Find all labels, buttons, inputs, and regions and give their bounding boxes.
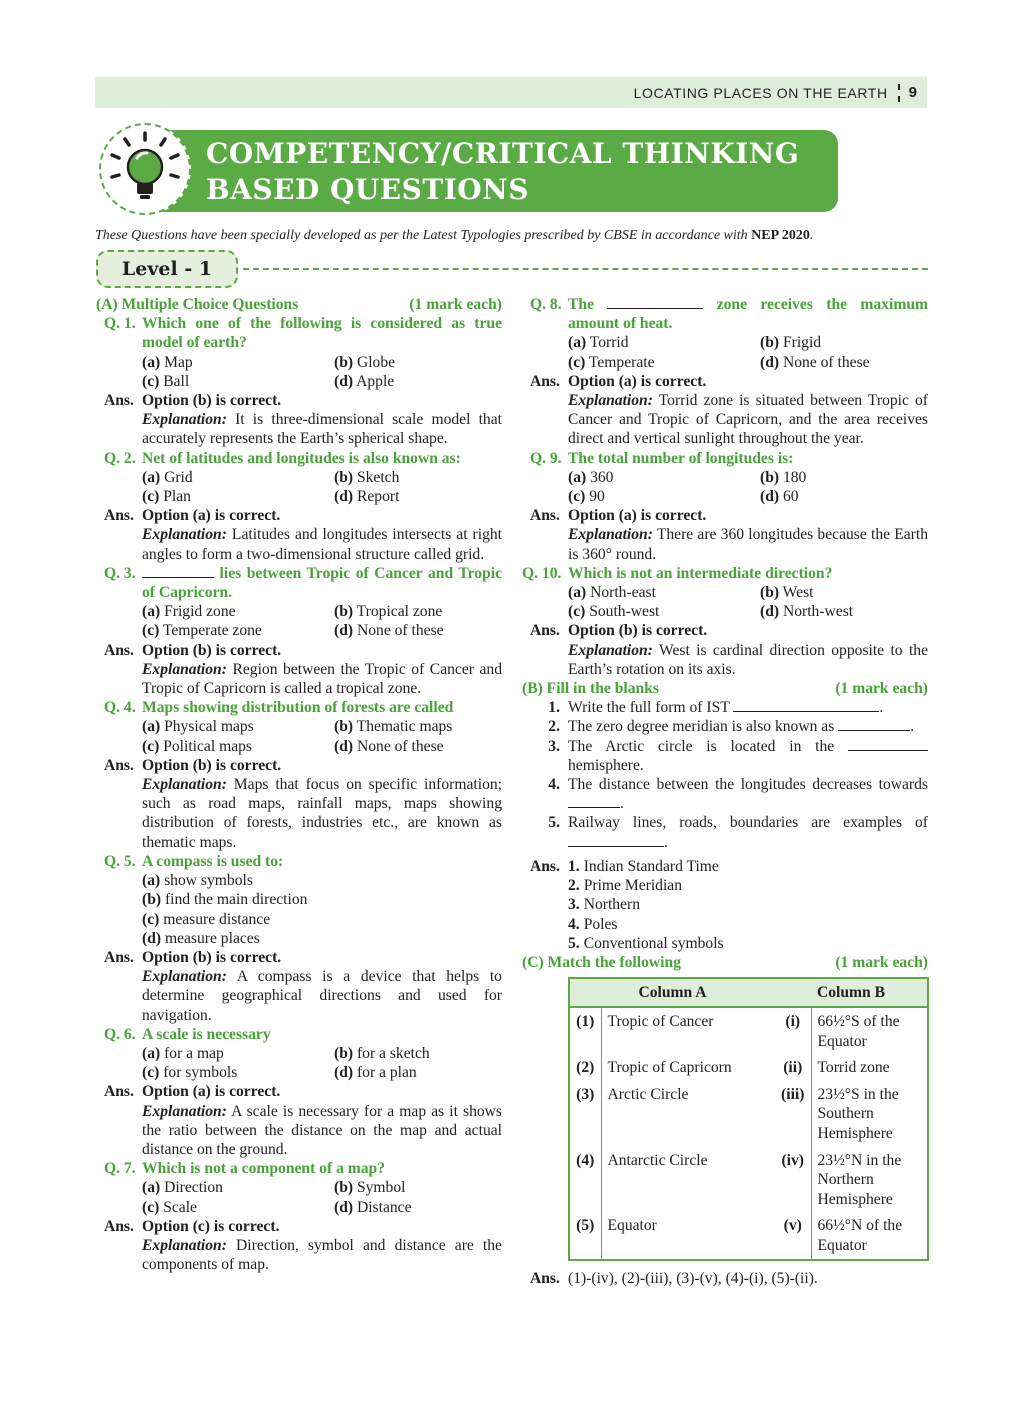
question-number: Q. 1. [104, 315, 136, 333]
question-block [96, 698, 502, 852]
option: (d) None of these [760, 353, 870, 371]
question-text: zone receives the maximum amount of heat. [568, 296, 928, 333]
table-row: (4) Antarctic Circle (iv) 23½°N in the Northern Hemisphere [569, 1147, 928, 1213]
explanation-label: Explanation: [142, 526, 227, 544]
option: (c) 90 [568, 488, 605, 506]
lightbulb-icon [99, 123, 191, 215]
section-heading-fill-blanks [522, 679, 928, 698]
question-text: Which one of the following is considered as true model of earth? [142, 315, 502, 352]
level-divider [243, 268, 928, 270]
option: (c) Political maps [142, 737, 252, 755]
fill-blank-answer: 5. Conventional symbols [568, 934, 724, 952]
section-heading-match [522, 953, 928, 972]
answer-text: Option (b) is correct. [142, 641, 282, 659]
blank-line [142, 564, 214, 578]
section-marks: (1 mark each) [835, 680, 928, 698]
options [96, 871, 502, 948]
page-number: 9 [908, 84, 917, 101]
options [522, 583, 928, 621]
intro-end: . [809, 228, 814, 243]
explanation-label: Explanation: [568, 392, 653, 410]
blank-line [838, 717, 910, 731]
blank-line [568, 833, 664, 847]
question-text: Net of latitudes and longitudes is also known as: [142, 449, 461, 467]
explanation-text: Region between the Tropic of Cancer and Tropic of Capricorn is called a tropical zone. [142, 660, 502, 698]
right-column [522, 295, 928, 1288]
option: (a) Map [142, 353, 193, 371]
option: (c) Plan [142, 488, 191, 506]
option: (d) measure places [142, 929, 260, 947]
question-number: Q. 4. [104, 699, 136, 717]
answer-label: Ans. [104, 507, 134, 525]
option: (d) Apple [334, 372, 395, 390]
option: (b) Sketch [334, 468, 400, 486]
option: (b) Frigid [760, 334, 822, 352]
question-text: Maps showing distribution of forests are called [142, 699, 454, 717]
section-title: (A) Multiple Choice Questions [96, 296, 299, 313]
option: (a) Frigid zone [142, 603, 236, 621]
option: (a) Torrid [568, 334, 629, 352]
question-block [96, 1025, 502, 1159]
options [522, 468, 928, 506]
question-number: Q. 5. [104, 852, 136, 870]
options [96, 717, 502, 755]
fill-blank-answer: 3. Northern [568, 896, 640, 914]
fill-blank-item: 2. The zero degree meridian is also known as . [548, 718, 915, 736]
answer-text: Option (c) is correct. [142, 1217, 280, 1235]
intro-note [95, 228, 935, 244]
question-text-prefix: The [568, 296, 594, 313]
option: (a) Direction [142, 1179, 223, 1197]
options [96, 1044, 502, 1082]
left-column [96, 295, 502, 1274]
explanation-label: Explanation: [142, 1236, 227, 1254]
option: (b) Tropical zone [334, 603, 443, 621]
answer-text: Option (a) is correct. [568, 507, 707, 525]
answer-text: Option (a) is correct. [142, 507, 281, 525]
blank-line [607, 295, 703, 309]
option: (c) Temperate [568, 353, 655, 371]
question-number: Q. 10. [522, 564, 562, 582]
answer-label: Ans. [530, 1269, 560, 1287]
explanation-label: Explanation: [142, 968, 227, 986]
section-title: (C) Match the following [522, 953, 681, 971]
explanation-label: Explanation: [142, 660, 227, 678]
question-number: Q. 9. [530, 449, 562, 467]
explanation-label: Explanation: [568, 641, 653, 659]
question-block [96, 449, 502, 564]
option: (c) Ball [142, 372, 190, 390]
answer-label: Ans. [104, 756, 134, 774]
question-number: Q. 3. [104, 564, 136, 582]
explanation-text: Maps that focus on specific information; such as road maps, rainfall maps, maps showing distribution of forests, industries etc., are known as thematic maps. [142, 776, 502, 851]
level-badge: Level - 1 [96, 250, 238, 288]
question-text: lies between Tropic of Cancer and Tropic of Capricorn. [142, 564, 502, 602]
option: (b) Symbol [334, 1179, 406, 1197]
option: (a) Grid [142, 468, 193, 486]
options [96, 353, 502, 391]
fill-blank-answer: 4. Poles [568, 915, 618, 933]
option: (b) find the main direction [142, 891, 308, 909]
option: (b) Globe [334, 353, 396, 371]
answer-text: (1)-(iv), (2)-(iii), (3)-(v), (4)-(i), (5)-(ii). [568, 1269, 818, 1287]
option: (d) Report [334, 488, 400, 506]
question-block [522, 295, 928, 449]
option: (a) show symbols [142, 872, 253, 890]
explanation-text: It is three-dimensional scale model that accurately represents the Earth’s spherical shape. [142, 411, 502, 448]
running-header [95, 77, 927, 108]
blank-line [568, 794, 620, 808]
answer-text: Option (b) is correct. [142, 392, 282, 410]
option: (d) 60 [760, 488, 799, 506]
blank-line [733, 698, 879, 712]
explanation-label: Explanation: [568, 526, 653, 544]
answer-label: Ans. [530, 372, 560, 390]
banner-title [206, 136, 826, 208]
fill-blank-item: 1. Write the full form of IST . [548, 699, 884, 717]
section-title: (B) Fill in the blanks [522, 680, 659, 698]
question-number: Q. 6. [104, 1025, 136, 1043]
option: (d) North-west [760, 603, 854, 621]
column-a-header: Column A [569, 978, 775, 1007]
column-b-header: Column B [775, 978, 928, 1007]
explanation-text: West is cardinal direction opposite to the Earth’s rotation on its axis. [568, 641, 928, 678]
match-answer [522, 1269, 928, 1288]
option: (c) measure distance [142, 910, 271, 928]
banner-title-line-1: COMPETENCY/CRITICAL THINKING [206, 137, 800, 170]
answer-text: Option (b) is correct. [142, 756, 282, 774]
option: (a) for a map [142, 1044, 224, 1062]
fill-blank-answer: 2. Prime Meridian [568, 877, 683, 895]
intro-text: These Questions have been specially developed as per the Latest Typologies prescribed by CBSE in accordance with [95, 228, 748, 243]
question-number: Q. 8. [530, 296, 562, 313]
table-row: (3) Arctic Circle (iii) 23½°S in the Southern Hemisphere [569, 1081, 928, 1147]
question-block [96, 852, 502, 1025]
explanation-text: A scale is necessary for a map as it shows the ratio between the distance on the map and actual distance on the ground. [142, 1102, 502, 1158]
option: (d) None of these [334, 622, 444, 640]
option: (c) Temperate zone [142, 622, 262, 640]
fill-blank-answer: Ans. 1. Indian Standard Time [530, 857, 719, 875]
options [96, 1178, 502, 1216]
table-row: (1) Tropic of Cancer (i) 66½°S of the Equator [569, 1007, 928, 1054]
option: (d) for a plan [334, 1064, 417, 1082]
explanation-label: Explanation: [142, 776, 227, 794]
explanation-text: Latitudes and longitudes intersects at right angles to form a two-dimensional structure called grid. [142, 526, 502, 563]
question-block [522, 449, 928, 564]
question-number: Q. 2. [104, 449, 136, 467]
intro-bold: NEP 2020 [751, 228, 810, 243]
answer-text: Option (b) is correct. [568, 622, 708, 640]
fill-blank-item: 3. The Arctic circle is located in the hemisphere. [522, 737, 928, 775]
option: (b) West [760, 584, 814, 602]
blank-line [848, 737, 928, 751]
section-heading-mcq [96, 295, 502, 314]
options [522, 333, 928, 371]
question-block [96, 314, 502, 448]
answer-text: Option (a) is correct. [568, 372, 707, 390]
answer-label: Ans. [104, 1083, 134, 1101]
question-block [96, 564, 502, 698]
question-text: A compass is used to: [142, 852, 284, 870]
answer-text: Option (a) is correct. [142, 1083, 281, 1101]
question-block [96, 1159, 502, 1274]
question-text: Which is not a component of a map? [142, 1160, 386, 1178]
answer-text: Option (b) is correct. [142, 948, 282, 966]
option: (b) Thematic maps [334, 718, 453, 736]
answer-label: Ans. [104, 641, 134, 659]
answer-label: Ans. [104, 948, 134, 966]
option: (c) for symbols [142, 1064, 238, 1082]
question-text: A scale is necessary [142, 1025, 271, 1043]
table-row: (2) Tropic of Capricorn (ii) Torrid zone [569, 1054, 928, 1081]
option: (b) for a sketch [334, 1044, 430, 1062]
options [96, 468, 502, 506]
fill-blank-item: 5. Railway lines, roads, boundaries are examples of . [548, 814, 928, 851]
fill-blank-item: 4. The distance between the longitudes decreases towards . [548, 776, 928, 813]
table-row: (5) Equator (v) 66½°N of the Equator [569, 1212, 928, 1259]
options [96, 602, 502, 640]
question-text: The total number of longitudes is: [568, 449, 794, 467]
explanation-text: A compass is a device that helps to determine geographical directions and used for navigation. [142, 968, 502, 1024]
option: (d) None of these [334, 737, 444, 755]
explanation-label: Explanation: [142, 411, 227, 429]
answer-label: Ans. [530, 622, 560, 640]
section-banner [150, 130, 838, 212]
question-block [522, 564, 928, 679]
explanation-text: Torrid zone is situated between Tropic of Cancer and Tropic of Capricorn, and the area receives direct and vertical sunlight throughout the year. [568, 392, 928, 448]
option: (c) South-west [568, 603, 660, 621]
running-title: LOCATING PLACES ON THE EARTH [633, 84, 888, 101]
header-divider [898, 84, 900, 102]
answer-label: Ans. [104, 1217, 134, 1235]
explanation-text: There are 360 longitudes because the Earth is 360° round. [568, 526, 929, 563]
option: (a) Physical maps [142, 718, 254, 736]
section-marks: (1 mark each) [835, 953, 928, 971]
option: (b) 180 [760, 468, 807, 486]
option: (a) North-east [568, 584, 656, 602]
question-number: Q. 7. [104, 1160, 136, 1178]
answer-label: Ans. [530, 507, 560, 525]
option: (d) Distance [334, 1198, 412, 1216]
section-marks: (1 mark each) [409, 296, 502, 313]
explanation-label: Explanation: [142, 1102, 227, 1120]
question-text: Which is not an intermediate direction? [568, 564, 833, 582]
option: (c) Scale [142, 1198, 197, 1216]
explanation-text: Direction, symbol and distance are the components of map. [142, 1236, 502, 1274]
match-table [568, 977, 929, 1261]
option: (a) 360 [568, 468, 614, 486]
answer-label: Ans. [104, 392, 134, 410]
banner-title-line-2: BASED QUESTIONS [206, 173, 529, 206]
